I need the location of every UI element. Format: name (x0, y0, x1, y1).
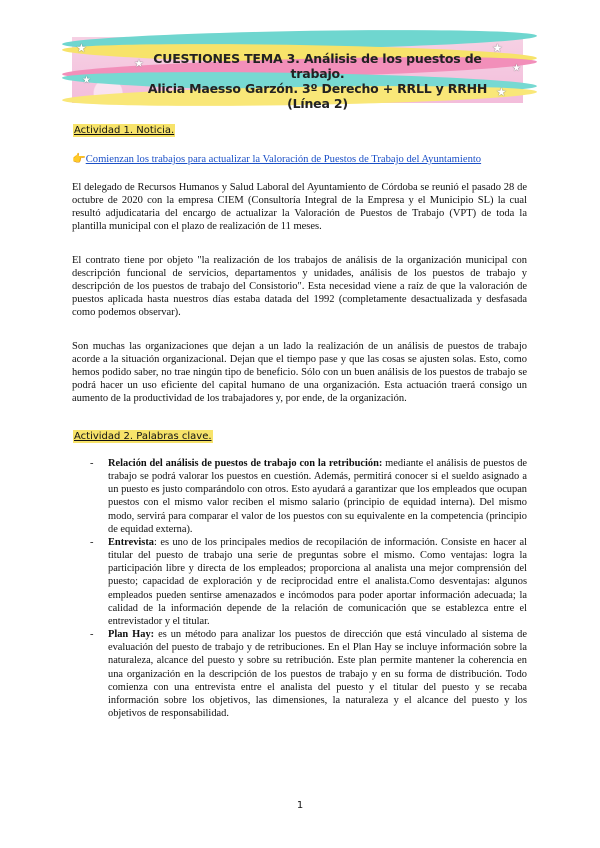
list-item (90, 457, 527, 536)
bullet-dash: - (90, 536, 94, 548)
banner-title-line1: CUESTIONES TEMA 3. Análisis de los puestos de trabajo. (153, 51, 482, 81)
news-link-line (72, 152, 481, 167)
activity2-heading: Actividad 2. Palabras clave. (74, 431, 212, 442)
star-icon: ★ (512, 63, 521, 74)
pointing-hand-icon: 👉 (72, 152, 86, 165)
activity1-paragraph-2: El contrato tiene por objeto "la realización de los trabajos de análisis de la organización municipal con descripción funcional de servicios, departamentos y unidades, análisis de los puestos de trabajo y descripción de los puestos de trabajo del Consistorio". Esta necesidad viene a raíz de que la valoración de puestos aplicada hasta nuestros días estaba datada del 1992 (completamente desactualizada y desfasada como podemos observar). (72, 255, 527, 318)
bullet-dash: - (90, 458, 94, 469)
news-link[interactable]: Comienzan los trabajos para actualizar la Valoración de Puestos de Trabajo del Ayuntamiento (85, 154, 482, 165)
keyword-term: Entrevista (108, 536, 154, 548)
star-icon: ★ (134, 57, 144, 70)
list-item (90, 536, 527, 628)
star-icon: ★ (492, 41, 503, 55)
star-icon: ★ (496, 85, 507, 99)
keyword-term: Plan Hay: (108, 629, 155, 641)
activity1-paragraph-3: Son muchas las organizaciones que dejan a un lado la realización de un análisis de puestos de trabajo acorde a la situación organizacional. Dejan que el tiempo pase y que las cosas se ajusten solas. Esto, como hemos podido saber, no trae ningún tipo de beneficio. Sólo con un buen análisis de los puestos de trabajo se podrá hacer un uso eficiente del capital humano de una organización. Esta actuación traerá consigo un aumento de la productividad de los trabajadores y, por ende, de la organización. (72, 341, 527, 404)
keywords-list (90, 457, 527, 720)
title-banner (72, 37, 523, 111)
activity1-paragraph-1: El delegado de Recursos Humanos y Salud Laboral del Ayuntamiento de Córdoba se reunió el pasado 28 de octubre de 2020 con la empresa CIEM (Consultoría Integral de la Empresa y el Municipio SL) la cual resultó adjudicataria del encargo de actualizar la Valoración de Puestos de Trabajo (VPT) de toda la plantilla municipal con el plazo de realización de 11 meses. (72, 182, 527, 232)
keyword-text: : es uno de los principales medios de recopilación de información. Consiste en hacer al titular del puesto de trabajo una serie de preguntas sobre el mismo. Como ventajas: logra la participación libre y directa de los empleados; proporciona al analista una mejor comprensión del puesto; capacidad de exploración y de reciprocidad entre el analista.Como desventajas: algunos empleados pueden sentirse amenazados e incómodos para poder aportar información adecuada; la calidad de la información depende de la relación de comunicación que se establezca entre el entrevistador y el titular. (108, 536, 527, 627)
bullet-dash: - (90, 629, 94, 641)
banner-title-line2: Alicia Maesso Garzón. 3º Derecho + RRLL y RRHH (Línea 2) (147, 81, 488, 111)
keyword-text: mediante el análisis de puestos de trabajo se podrá valorar los puestos en cuestión. Además, permitirá conocer si el sueldo asignado a un puesto es justo comparándolo con otros. Esto ayudará a garantizar que los empleados que ocupan puestos con el mismo valor reciben el mismo salario (principio de equidad interna). Del mismo modo, servirá para comparar el valor de los puestos con su equivalente en la competencia (principio de equidad externa). (108, 458, 527, 535)
page-number: 1 (296, 800, 304, 811)
activity1-heading: Actividad 1. Noticia. (74, 125, 175, 136)
star-icon: ★ (82, 75, 91, 86)
banner-title (132, 51, 503, 111)
keyword-term: Relación del análisis de puestos de trabajo con la retribución: (108, 458, 383, 469)
keyword-text: es un método para analizar los puestos de dirección que está vinculado al sistema de evaluación del puesto de trabajo y de retribuciones. En el Plan Hay se incluye información sobre la naturaleza, alcance del puesto y sobre su retribución. Este plan permite mantener la coherencia en una organización en la descripción de los puestos de trabajo y en su forma de distribución. Todo comienza con una entrevista entre el analista del puesto y el titular del puesto y se recaba información sobre los objetivos, las dimensiones, la naturaleza y el alcance del puesto y los objetivos de responsabilidad. (108, 629, 527, 719)
star-icon: ★ (76, 41, 87, 55)
list-item (90, 628, 527, 720)
